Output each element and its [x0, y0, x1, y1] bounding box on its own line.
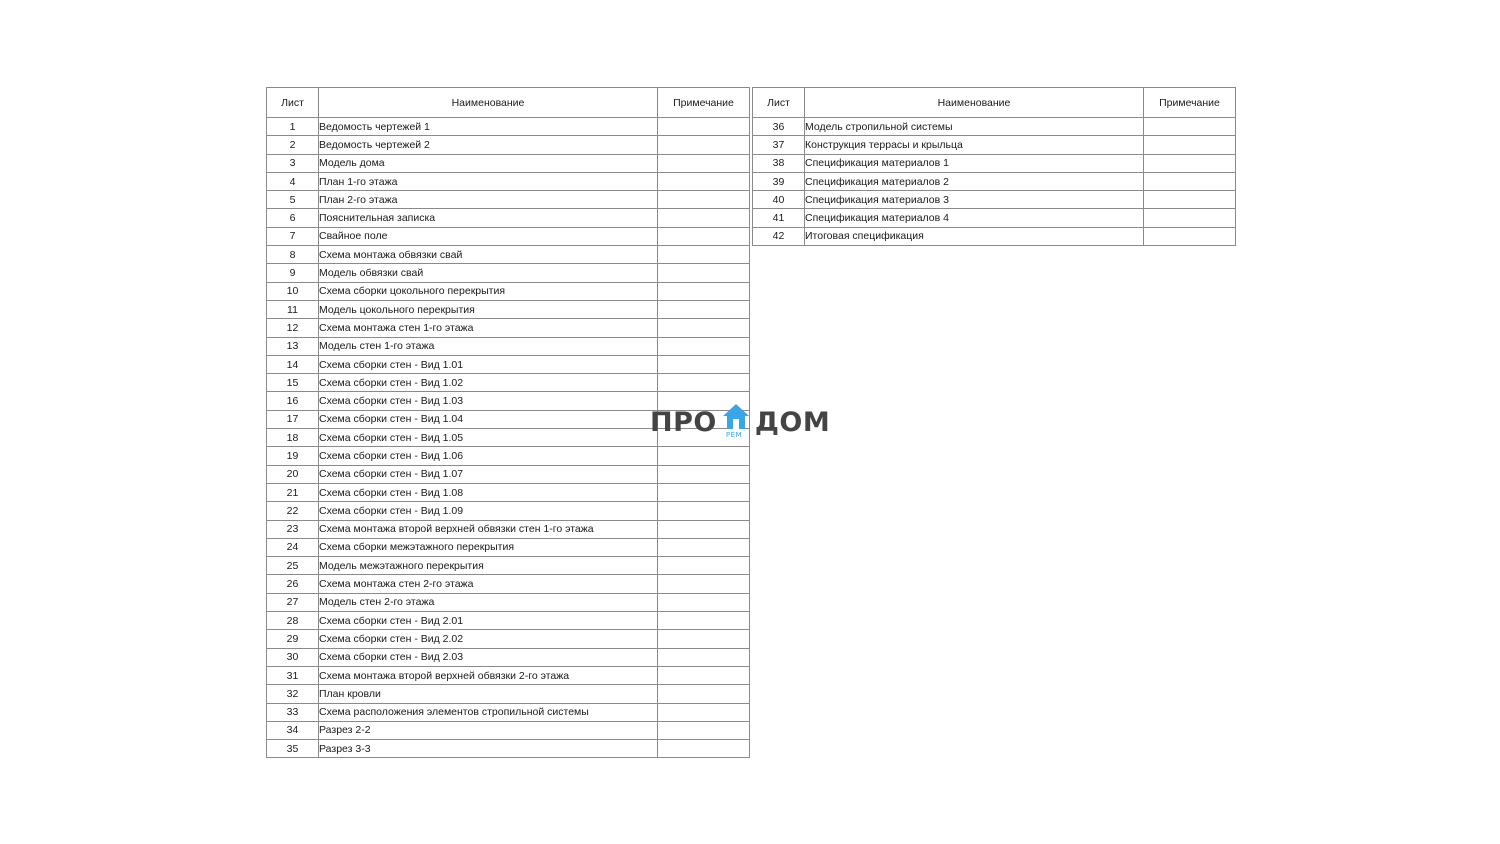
sheet-note-cell	[1144, 118, 1236, 136]
sheet-name-cell: План 2-го этажа	[319, 191, 658, 209]
table-row	[267, 447, 750, 465]
sheet-note-cell	[658, 502, 750, 520]
table-row	[753, 136, 1236, 154]
sheet-name-cell: Схема сборки стен - Вид 2.02	[319, 630, 658, 648]
table-row	[753, 118, 1236, 136]
table-row	[267, 172, 750, 190]
sheet-name-cell: Схема сборки стен - Вид 1.08	[319, 483, 658, 501]
sheet-number-cell: 9	[267, 264, 319, 282]
sheet-number-cell: 39	[753, 172, 805, 190]
column-header-sheet: Лист	[753, 88, 805, 118]
sheet-number-cell: 31	[267, 666, 319, 684]
sheet-note-cell	[658, 721, 750, 739]
table-row	[267, 209, 750, 227]
sheet-number-cell: 34	[267, 721, 319, 739]
sheet-note-cell	[1144, 136, 1236, 154]
column-header-name: Наименование	[319, 88, 658, 118]
sheet-note-cell	[1144, 209, 1236, 227]
sheet-note-cell	[658, 685, 750, 703]
sheet-note-cell	[658, 172, 750, 190]
sheet-name-cell: Схема сборки стен - Вид 1.02	[319, 374, 658, 392]
sheet-number-cell: 18	[267, 429, 319, 447]
sheet-name-cell: Схема монтажа стен 1-го этажа	[319, 319, 658, 337]
sheet-note-cell	[658, 666, 750, 684]
sheet-name-cell: Спецификация материалов 3	[805, 191, 1144, 209]
drawing-list-table-right	[752, 87, 1236, 246]
table-row	[267, 593, 750, 611]
sheet-name-cell: Схема сборки стен - Вид 1.09	[319, 502, 658, 520]
sheet-note-cell	[658, 575, 750, 593]
sheet-name-cell: Схема сборки стен - Вид 1.03	[319, 392, 658, 410]
sheet-number-cell: 28	[267, 612, 319, 630]
sheet-number-cell: 19	[267, 447, 319, 465]
sheet-number-cell: 15	[267, 374, 319, 392]
sheet-name-cell: Модель обвязки свай	[319, 264, 658, 282]
sheet-name-cell: Спецификация материалов 1	[805, 154, 1144, 172]
column-header-name: Наименование	[805, 88, 1144, 118]
sheet-name-cell: Схема монтажа стен 2-го этажа	[319, 575, 658, 593]
sheet-name-cell: Схема монтажа второй верхней обвязки 2-го этажа	[319, 666, 658, 684]
table-row	[267, 227, 750, 245]
table-row	[267, 740, 750, 758]
sheet-note-cell	[658, 612, 750, 630]
sheet-name-cell: Схема сборки стен - Вид 1.01	[319, 355, 658, 373]
sheet-name-cell: Спецификация материалов 2	[805, 172, 1144, 190]
sheet-number-cell: 42	[753, 227, 805, 245]
table-row	[267, 319, 750, 337]
sheet-name-cell: Ведомость чертежей 2	[319, 136, 658, 154]
sheet-note-cell	[658, 538, 750, 556]
sheet-number-cell: 33	[267, 703, 319, 721]
sheet-number-cell: 25	[267, 557, 319, 575]
sheet-number-cell: 35	[267, 740, 319, 758]
sheet-name-cell: Модель дома	[319, 154, 658, 172]
sheet-number-cell: 38	[753, 154, 805, 172]
table-row	[267, 465, 750, 483]
table-row	[267, 685, 750, 703]
sheet-number-cell: 32	[267, 685, 319, 703]
sheet-note-cell	[658, 648, 750, 666]
sheet-name-cell: Схема расположения элементов стропильной системы	[319, 703, 658, 721]
sheet-number-cell: 5	[267, 191, 319, 209]
table-row	[267, 648, 750, 666]
sheet-number-cell: 14	[267, 355, 319, 373]
table-row	[267, 520, 750, 538]
sheet-number-cell: 27	[267, 593, 319, 611]
sheet-note-cell	[658, 520, 750, 538]
sheet-name-cell: Итоговая спецификация	[805, 227, 1144, 245]
sheet-number-cell: 22	[267, 502, 319, 520]
sheet-note-cell	[1144, 227, 1236, 245]
table-row	[267, 355, 750, 373]
sheet-number-cell: 4	[267, 172, 319, 190]
sheet-note-cell	[658, 136, 750, 154]
sheet-number-cell: 23	[267, 520, 319, 538]
sheet-name-cell: Конструкция террасы и крыльца	[805, 136, 1144, 154]
sheet-number-cell: 40	[753, 191, 805, 209]
watermark-subtext: РЕМ	[725, 431, 743, 439]
sheet-note-cell	[658, 118, 750, 136]
sheet-note-cell	[658, 300, 750, 318]
table-row	[267, 282, 750, 300]
sheet-name-cell: Ведомость чертежей 1	[319, 118, 658, 136]
sheet-name-cell: Модель цокольного перекрытия	[319, 300, 658, 318]
sheet-number-cell: 24	[267, 538, 319, 556]
sheet-note-cell	[658, 282, 750, 300]
table-row	[267, 666, 750, 684]
sheet-number-cell: 20	[267, 465, 319, 483]
sheet-number-cell: 21	[267, 483, 319, 501]
sheet-name-cell: Схема сборки стен - Вид 1.07	[319, 465, 658, 483]
table-body-right	[753, 118, 1236, 246]
sheet-name-cell: Схема монтажа обвязки свай	[319, 246, 658, 264]
table-row	[267, 538, 750, 556]
sheet-note-cell	[658, 465, 750, 483]
sheet-number-cell: 6	[267, 209, 319, 227]
watermark-text-left: ПРО	[650, 406, 717, 438]
sheet-name-cell: План кровли	[319, 685, 658, 703]
sheet-note-cell	[658, 483, 750, 501]
sheet-name-cell: Модель стен 2-го этажа	[319, 593, 658, 611]
sheet-number-cell: 17	[267, 410, 319, 428]
table-row	[267, 721, 750, 739]
sheet-note-cell	[658, 209, 750, 227]
sheet-note-cell	[658, 337, 750, 355]
sheet-name-cell: Схема сборки стен - Вид 2.03	[319, 648, 658, 666]
table-row	[267, 136, 750, 154]
sheet-note-cell	[658, 227, 750, 245]
house-icon	[721, 402, 751, 442]
sheet-note-cell	[658, 703, 750, 721]
sheet-name-cell: Модель стропильной системы	[805, 118, 1144, 136]
sheet-name-cell: Схема сборки цокольного перекрытия	[319, 282, 658, 300]
sheet-number-cell: 36	[753, 118, 805, 136]
sheet-name-cell: План 1-го этажа	[319, 172, 658, 190]
sheet-number-cell: 26	[267, 575, 319, 593]
sheet-number-cell: 1	[267, 118, 319, 136]
sheet-number-cell: 8	[267, 246, 319, 264]
table-row	[753, 191, 1236, 209]
sheet-number-cell: 13	[267, 337, 319, 355]
table-row	[267, 264, 750, 282]
sheet-note-cell	[658, 557, 750, 575]
sheet-name-cell: Схема сборки стен - Вид 1.04	[319, 410, 658, 428]
table-row	[267, 612, 750, 630]
table-row	[753, 227, 1236, 245]
sheet-note-cell	[658, 191, 750, 209]
column-header-note: Примечание	[658, 88, 750, 118]
table-row	[267, 502, 750, 520]
table-row	[267, 575, 750, 593]
sheet-note-cell	[1144, 191, 1236, 209]
sheet-name-cell: Схема сборки стен - Вид 1.05	[319, 429, 658, 447]
sheet-number-cell: 2	[267, 136, 319, 154]
sheet-number-cell: 41	[753, 209, 805, 227]
sheet-number-cell: 29	[267, 630, 319, 648]
sheet-note-cell	[1144, 154, 1236, 172]
sheet-name-cell: Спецификация материалов 4	[805, 209, 1144, 227]
table-row	[267, 300, 750, 318]
watermark-logo	[650, 402, 830, 442]
sheet-note-cell	[658, 740, 750, 758]
sheet-name-cell: Свайное поле	[319, 227, 658, 245]
table-row	[267, 374, 750, 392]
sheet-number-cell: 10	[267, 282, 319, 300]
sheet-number-cell: 30	[267, 648, 319, 666]
sheet-name-cell: Пояснительная записка	[319, 209, 658, 227]
table-row	[267, 118, 750, 136]
sheet-name-cell: Схема сборки стен - Вид 2.01	[319, 612, 658, 630]
column-header-sheet: Лист	[267, 88, 319, 118]
table-row	[267, 483, 750, 501]
sheet-name-cell: Разрез 3-3	[319, 740, 658, 758]
table-row	[267, 246, 750, 264]
sheet-note-cell	[658, 447, 750, 465]
table-row	[267, 703, 750, 721]
table-header-row	[267, 88, 750, 118]
table-row	[753, 154, 1236, 172]
sheet-note-cell	[658, 264, 750, 282]
sheet-name-cell: Схема монтажа второй верхней обвязки стен 1-го этажа	[319, 520, 658, 538]
sheet-number-cell: 11	[267, 300, 319, 318]
sheet-name-cell: Схема сборки стен - Вид 1.06	[319, 447, 658, 465]
sheet-note-cell	[658, 593, 750, 611]
sheet-note-cell	[658, 154, 750, 172]
sheet-note-cell	[658, 246, 750, 264]
table-row	[267, 154, 750, 172]
table-row	[753, 172, 1236, 190]
sheet-number-cell: 16	[267, 392, 319, 410]
sheet-number-cell: 37	[753, 136, 805, 154]
table-row	[753, 209, 1236, 227]
sheet-name-cell: Схема сборки межэтажного перекрытия	[319, 538, 658, 556]
sheet-name-cell: Модель стен 1-го этажа	[319, 337, 658, 355]
sheet-name-cell: Разрез 2-2	[319, 721, 658, 739]
sheet-note-cell	[658, 355, 750, 373]
table-row	[267, 630, 750, 648]
table-row	[267, 557, 750, 575]
sheet-note-cell	[658, 630, 750, 648]
sheet-number-cell: 3	[267, 154, 319, 172]
table-header-row	[753, 88, 1236, 118]
sheet-note-cell	[658, 319, 750, 337]
sheet-note-cell	[1144, 172, 1236, 190]
watermark-text-right: ДОМ	[754, 406, 831, 438]
sheet-note-cell	[658, 374, 750, 392]
table-row	[267, 337, 750, 355]
sheet-number-cell: 7	[267, 227, 319, 245]
sheet-name-cell: Модель межэтажного перекрытия	[319, 557, 658, 575]
sheet-number-cell: 12	[267, 319, 319, 337]
table-row	[267, 191, 750, 209]
column-header-note: Примечание	[1144, 88, 1236, 118]
